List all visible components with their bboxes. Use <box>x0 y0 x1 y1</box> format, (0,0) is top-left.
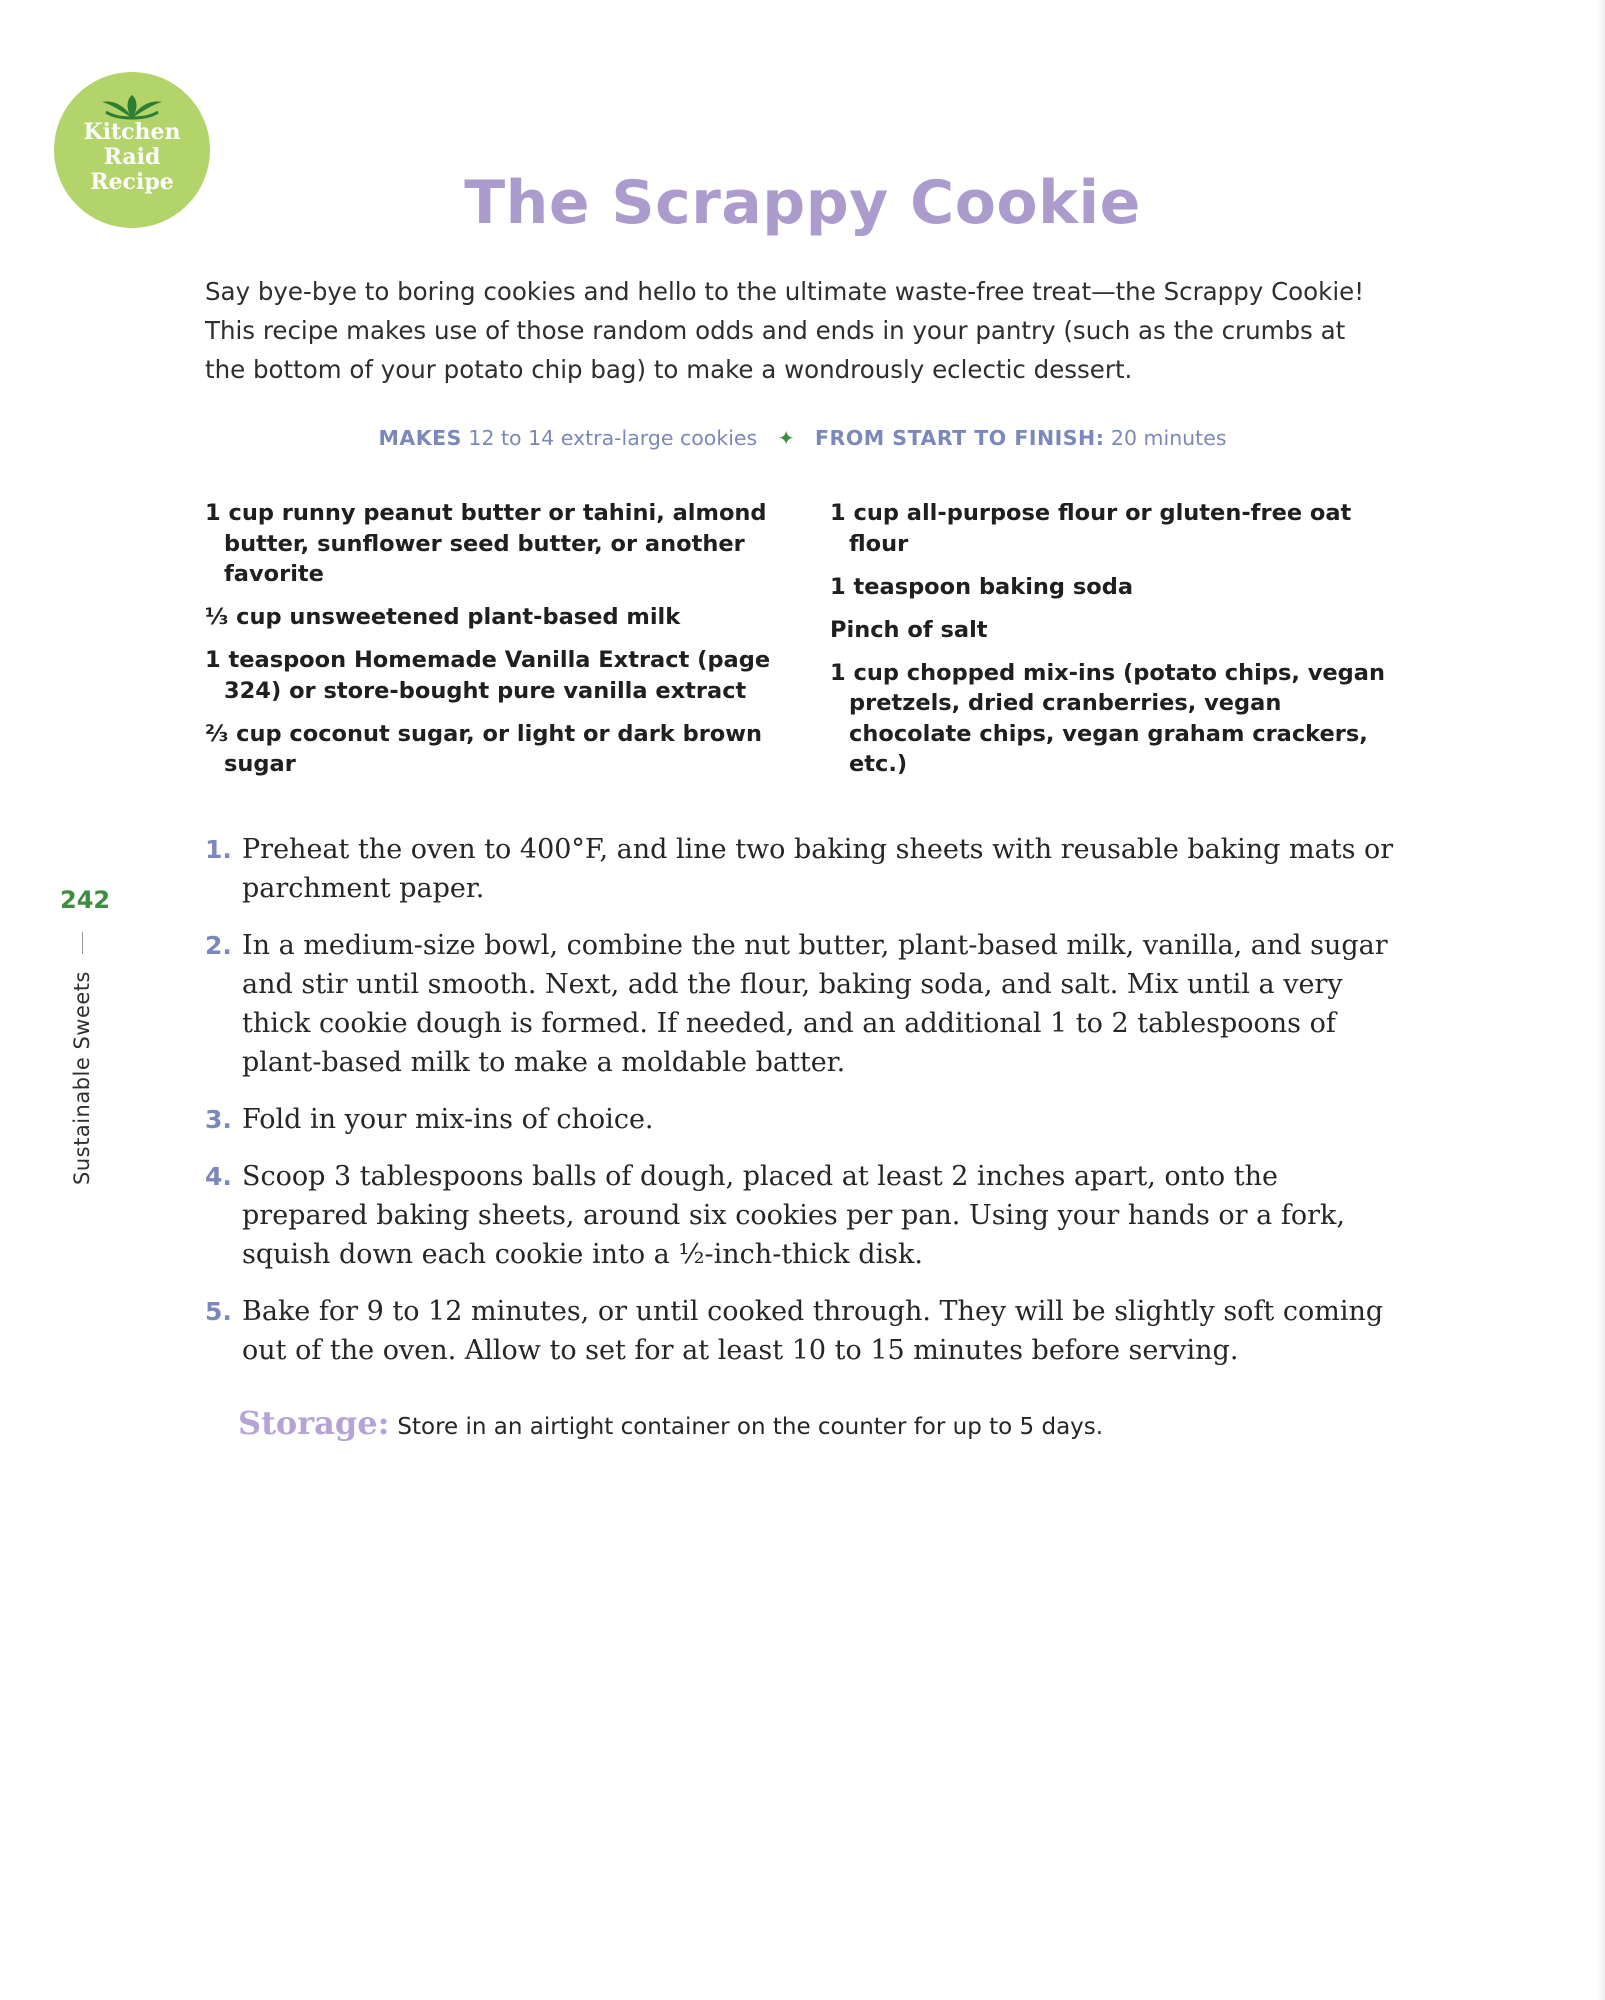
time-label: FROM START TO FINISH: <box>815 426 1105 450</box>
step-item <box>205 830 1405 908</box>
page-edge-shadow <box>1597 0 1605 2000</box>
separator-star-icon: ✦ <box>777 426 795 450</box>
step-text: Fold in your mix-ins of choice. <box>242 1104 654 1135</box>
folio-divider <box>82 932 83 954</box>
recipe-title: The Scrappy Cookie <box>464 168 1141 238</box>
time-value: 20 minutes <box>1110 426 1227 450</box>
storage-text: Store in an airtight container on the counter for up to 5 days. <box>397 1414 1104 1440</box>
storage-note <box>238 1404 1388 1442</box>
recipe-meta <box>0 426 1605 450</box>
ingredient-item: 1 teaspoon Homemade Vanilla Extract (page 324) or store-bought pure vanilla extract <box>205 647 771 704</box>
makes-value: 12 to 14 extra-large cookies <box>468 426 758 450</box>
step-item <box>205 1292 1405 1370</box>
ingredient-item: ⅓ cup unsweetened plant-based milk <box>205 604 681 630</box>
step-text: Scoop 3 tablespoons balls of dough, placed at least 2 inches apart, onto the prepared baking sheets, around six cookies per pan. Using your hands or a fork, squish down each cookie into a ½-inch-thick disk. <box>242 1161 1345 1270</box>
badge-line-1: Kitchen <box>83 119 181 145</box>
badge-line-3: Recipe <box>90 169 174 195</box>
ingredient-item: 1 cup runny peanut butter or tahini, almond butter, sunflower seed butter, or another favorite <box>205 500 767 587</box>
makes-label: MAKES <box>378 426 462 450</box>
ingredients-right-column <box>830 498 1410 792</box>
storage-label: Storage: <box>238 1404 390 1442</box>
chapter-name: Sustainable Sweets <box>70 971 94 1185</box>
ingredient-item: 1 cup chopped mix-ins (potato chips, vegan pretzels, dried cranberries, vegan chocolate chips, vegan graham crackers, etc.) <box>830 659 1385 777</box>
step-number: 3. <box>205 1105 232 1134</box>
step-number: 4. <box>205 1162 232 1191</box>
page-number: 242 <box>60 886 111 914</box>
step-text: In a medium-size bowl, combine the nut butter, plant-based milk, vanilla, and sugar and stir until smooth. Next, add the flour, baking soda, and salt. Mix until a very thick cookie dough is formed. If needed, and an additional 1 to 2 tablespoons of plant-based milk to make a moldable batter. <box>242 930 1388 1078</box>
ingredient-item: ⅔ cup coconut sugar, or light or dark brown sugar <box>205 720 763 777</box>
ingredient-item: 1 teaspoon baking soda <box>830 573 1134 600</box>
ingredient-item: 1 cup all-purpose flour or gluten-free oat flour <box>830 500 1352 557</box>
recipe-intro: Say bye-bye to boring cookies and hello to the ultimate waste-free treat—the Scrappy Cookie! This recipe makes use of those random odds and ends in your pantry (such as the crumbs at the bottom of your potato chip bag) to make a wondrously eclectic dessert. <box>205 277 1365 384</box>
step-number: 5. <box>205 1297 232 1326</box>
step-text: Preheat the oven to 400°F, and line two baking sheets with reusable baking mats or parchment paper. <box>242 834 1394 904</box>
step-item <box>205 926 1405 1082</box>
step-number: 1. <box>205 835 232 864</box>
step-item <box>205 1100 1405 1139</box>
badge-line-2: Raid <box>103 144 161 170</box>
step-number: 2. <box>205 931 232 960</box>
step-item <box>205 1157 1405 1274</box>
ingredient-item: Pinch of salt <box>830 616 988 643</box>
step-text: Bake for 9 to 12 minutes, or until cooked through. They will be slightly soft coming out of the oven. Allow to set for at least 10 to 15 minutes before serving. <box>242 1296 1384 1366</box>
leaves-icon <box>100 94 164 120</box>
recipe-steps <box>205 830 1405 1388</box>
ingredients-left-column <box>205 498 785 792</box>
